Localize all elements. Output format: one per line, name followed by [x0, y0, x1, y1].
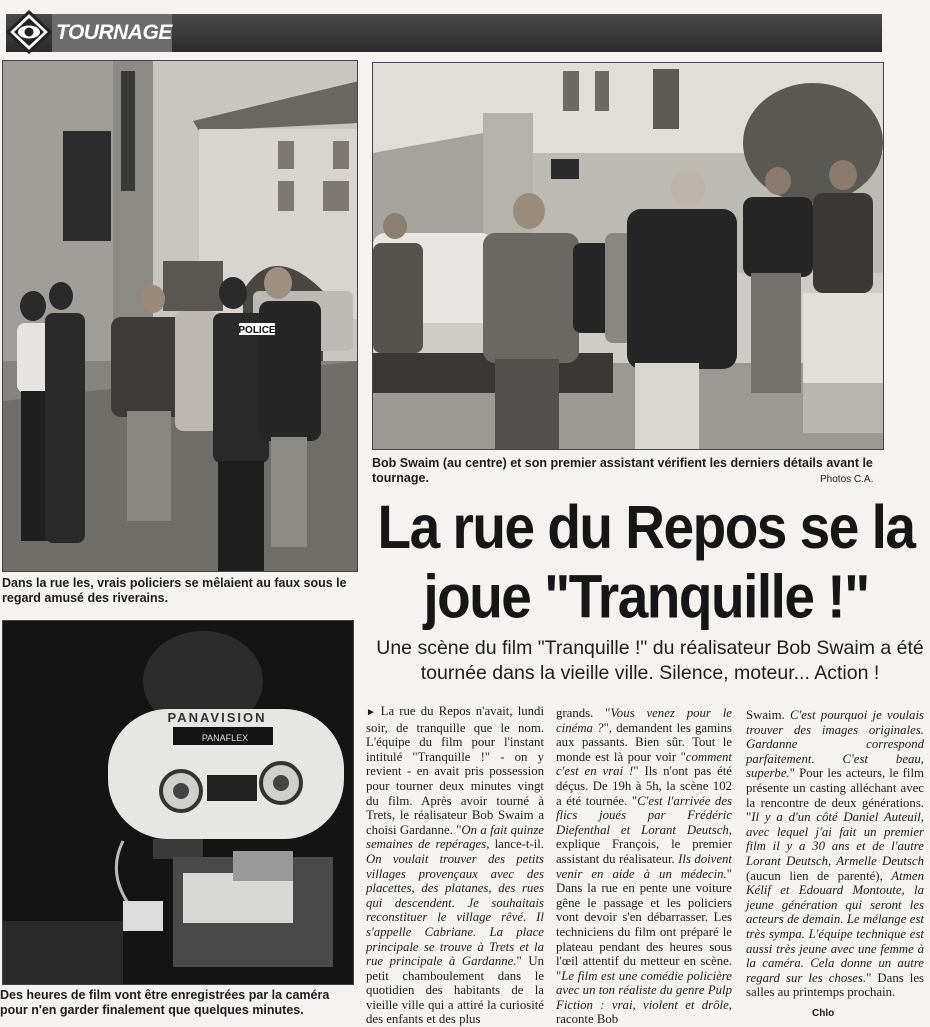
text-run: " Ils n'ont pas été déçus. De 19h à 5h, la scène 102 a été tournée. "	[556, 764, 732, 808]
column-2-text	[556, 706, 732, 1026]
camera-photo-caption: Des heures de film vont être enregistrées par la caméra pour n'en garder finalement que quelques minutes.	[0, 988, 330, 1017]
quote-run: C'est l'arrivée des flics joués par Frédéric Diefenthal et Lorant Deutsch	[556, 793, 732, 837]
panavision-camera-photo	[2, 620, 354, 985]
quote-run: Atmen Kélif et Edouard Montoute, la jeune génération qui seront les acteurs de demain. Le mélange est très sympa. L'équipe technique est aussi très jeune avec une femme à la caméra. Cela donne un autre regard sur les choses.	[746, 868, 924, 985]
quote-run: Ils doivent venir en aide à un médecin.	[556, 851, 732, 881]
text-run: " Dans la rue en pente une voiture gêne le passage et les policiers vont devoir s'en débarrasser. Les techniciens du film ont préparé le plateau pendant des heures sous l'œil attentif du metteur en scène. "	[556, 866, 732, 983]
quote-run: C'est pourquoi je voulais trouver des images originales. Gardanne correspond parfaitement. C'est beau, superbe.	[746, 708, 924, 781]
text-run: , raconte Bob	[556, 997, 732, 1027]
quote-run: Vous venez pour le cinéma ?	[556, 706, 732, 735]
text-run: , lance-t-il.	[486, 837, 545, 852]
article-subhead: Une scène du film "Tranquille !" du réalisateur Bob Swaim a été tournée dans la vieille ville. Silence, moteur... Action !	[376, 637, 924, 684]
text-run: ", demandent les gamins aux passants. Bien sûr. Tout le monde est là pour voir "	[556, 720, 732, 764]
column-1-text	[366, 704, 544, 1026]
police-badge: POLICE	[238, 325, 276, 336]
article-column-2	[556, 706, 732, 1027]
rubric-label: TOURNAGE	[52, 14, 172, 52]
eye-diamond-icon	[6, 10, 52, 54]
text-run: La rue du Repos n'avait, lundi soir, de tranquille que le nom. L'équipe du film pour l'instant intitulé "Tranquille !" - on y revient - en avait pris possession pour tourner deux minutes vingt du film. Après avoir tourné à Trets, le réalisateur Bob Swaim a choisi Gardanne. "	[366, 704, 544, 837]
lead-arrow-icon: ►	[366, 707, 381, 718]
quote-run: On voulait trouver des petits villages provençaux avec des placettes, des platanes, des rues qui descendent. Je souhaitais reconstituer le village rêvé. Il s'appelle Cabriane. La place principale se trouve à Trets et la rue principale à Gardanne.	[366, 851, 544, 969]
text-run: " Un petit chamboulement dans le quotidien des habitants de la vieille ville qui a attiré la curiosité des enfants et des plus	[366, 954, 544, 1027]
text-run: " Dans les salles au printemps prochain.	[746, 970, 925, 1000]
quote-run: Il y a d'un côté Daniel Auteuil, avec lequel j'ai fait un premier film il y a 30 ans et de l'autre Lorant Deutsch, Armelle Deutsch	[746, 810, 924, 868]
text-run: , explique François, le premier assistant du réalisateur.	[556, 822, 732, 866]
article-column-1	[366, 704, 544, 1027]
police-street-photo	[2, 60, 358, 572]
article-column-3	[746, 708, 924, 1000]
author-signature: Chlo	[812, 1008, 835, 1019]
text-run: (aucun lien de parenté),	[746, 868, 892, 883]
text-run: grands. "	[556, 706, 611, 720]
text-run: Swaim.	[746, 708, 791, 722]
column-3-text	[746, 708, 924, 999]
police-photo-caption: Dans la rue les, vrais policiers se mêlaient au faux sous le regard amusé des riverains.	[2, 576, 347, 605]
quote-run: comment c'est en vrai !	[556, 749, 732, 779]
quote-run: On a fait quinze semaines de repérages	[366, 822, 544, 852]
camera-sub-brand: PANAFLEX	[201, 733, 249, 743]
quote-run: Le film est une comédie policière avec un ton réaliste du genre Pulp Fiction : vrai, violent et drôle	[556, 968, 732, 1012]
article-headline: La rue du Repos se la joue "Tranquille !"	[377, 492, 915, 631]
camera-brand: PANAVISION	[167, 710, 267, 725]
crew-photo-caption: Bob Swaim (au centre) et son premier assistant vérifient les derniers détails avant le tournage.	[372, 456, 873, 485]
photo-credit: Photos C.A.	[820, 474, 874, 485]
text-run: " Pour les acteurs, le film présente un casting alléchant avec la rencontre de deux générations. "	[746, 766, 924, 825]
film-crew-photo	[372, 62, 884, 450]
